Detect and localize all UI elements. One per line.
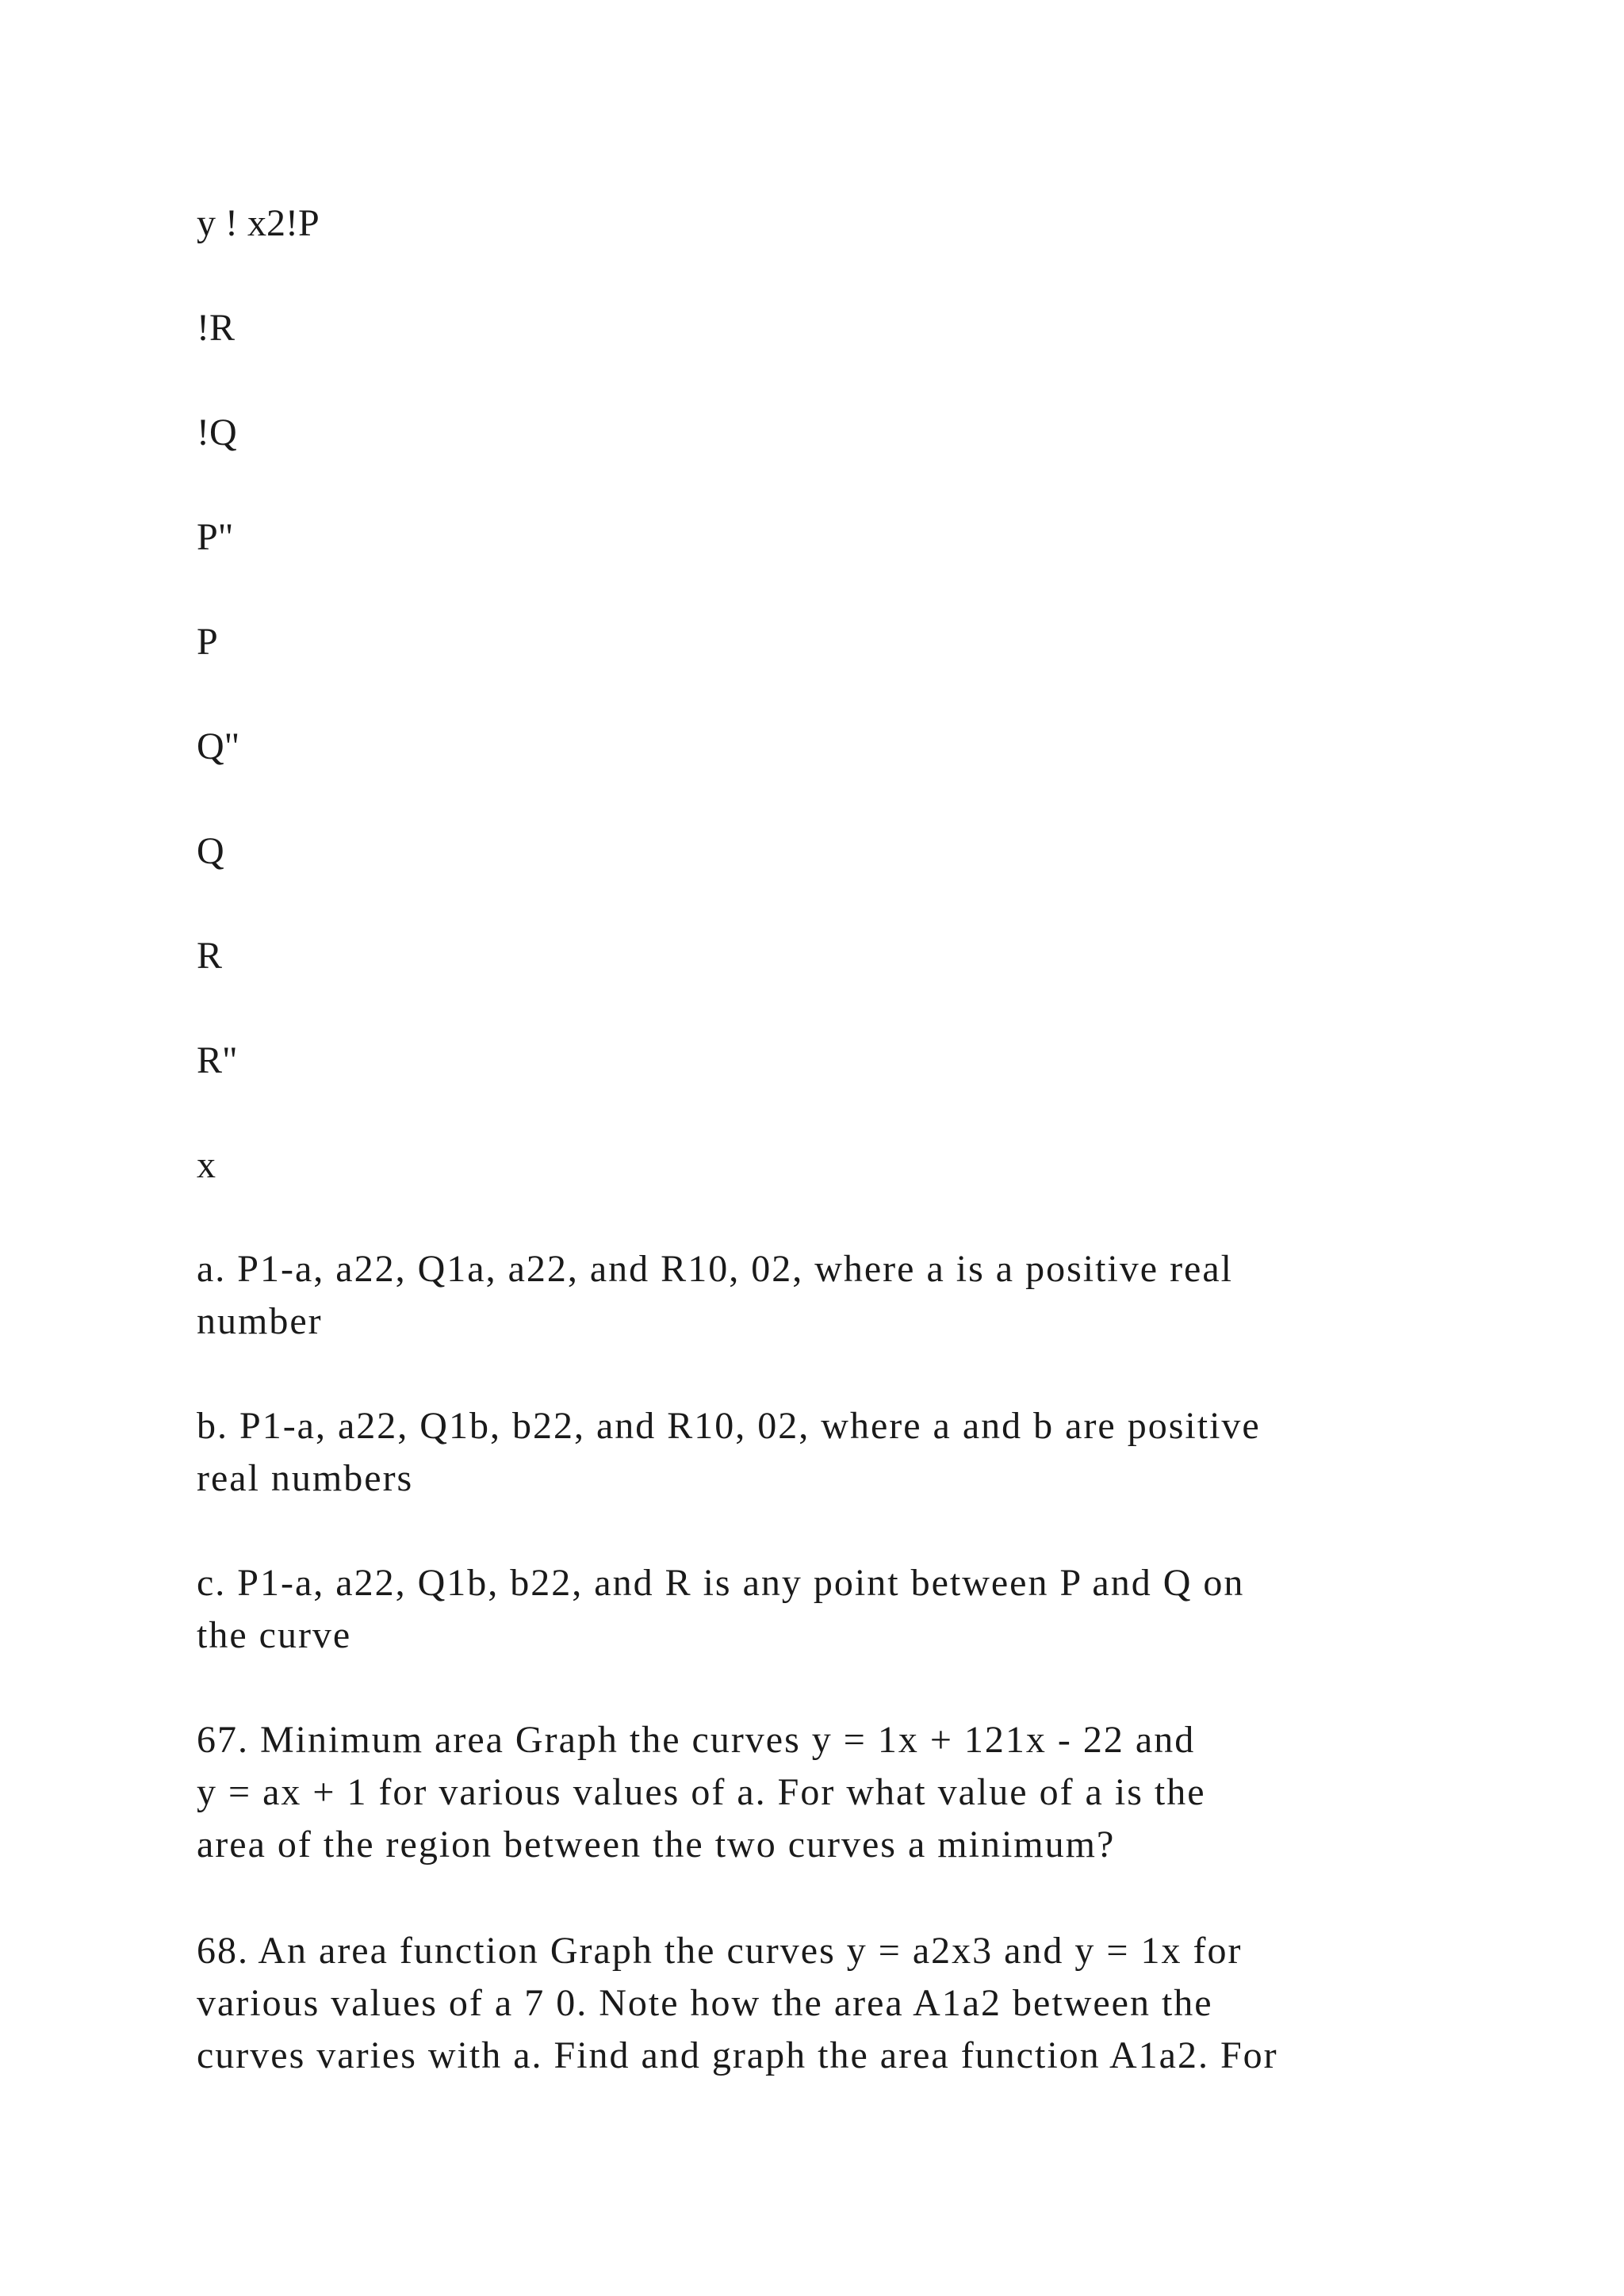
figure-label-q: Q [197,830,224,872]
text-line: b. P1-a, a22, Q1b, b22, and R10, 02, where a and b are positive [197,1405,1261,1447]
text-line: a. P1-a, a22, Q1a, a22, and R10, 02, where a is a positive real [197,1248,1233,1290]
figure-label-x-axis: x [197,1144,216,1186]
figure-label-p: P [197,621,218,663]
text-line: real numbers [197,1457,414,1499]
text-line: c. P1-a, a22, Q1b, b22, and R is any point between P and Q on [197,1562,1245,1604]
figure-label-p-prime: P" [197,516,234,558]
part-c-paragraph [197,1557,1481,1662]
text-line: area of the region between the two curves a minimum? [197,1823,1116,1866]
text-line: curves varies with a. Find and graph the area function A1a2. For [197,2034,1278,2076]
text-line: y = ax + 1 for various values of a. For what value of a is the [197,1771,1206,1813]
figure-label-curve-equation: y ! x2!P [197,202,320,244]
exercise-67-paragraph [197,1714,1481,1871]
figure-label-r-prime: R" [197,1039,238,1081]
text-line: number [197,1300,323,1342]
figure-label-point-r-marker: !R [197,307,235,349]
figure-label-q-prime: Q" [197,725,240,767]
exercise-68-paragraph [197,1925,1481,2082]
text-line: the curve [197,1614,352,1656]
text-line: 68. An area function Graph the curves y = a2x3 and y = 1x for [197,1930,1243,1972]
part-a-paragraph [197,1243,1481,1348]
figure-label-point-q-marker: !Q [197,411,237,453]
figure-label-r: R [197,935,223,977]
text-line: 67. Minimum area Graph the curves y = 1x + 121x - 22 and [197,1719,1196,1761]
text-line: various values of a 7 0. Note how the area A1a2 between the [197,1982,1213,2024]
part-b-paragraph [197,1400,1481,1505]
